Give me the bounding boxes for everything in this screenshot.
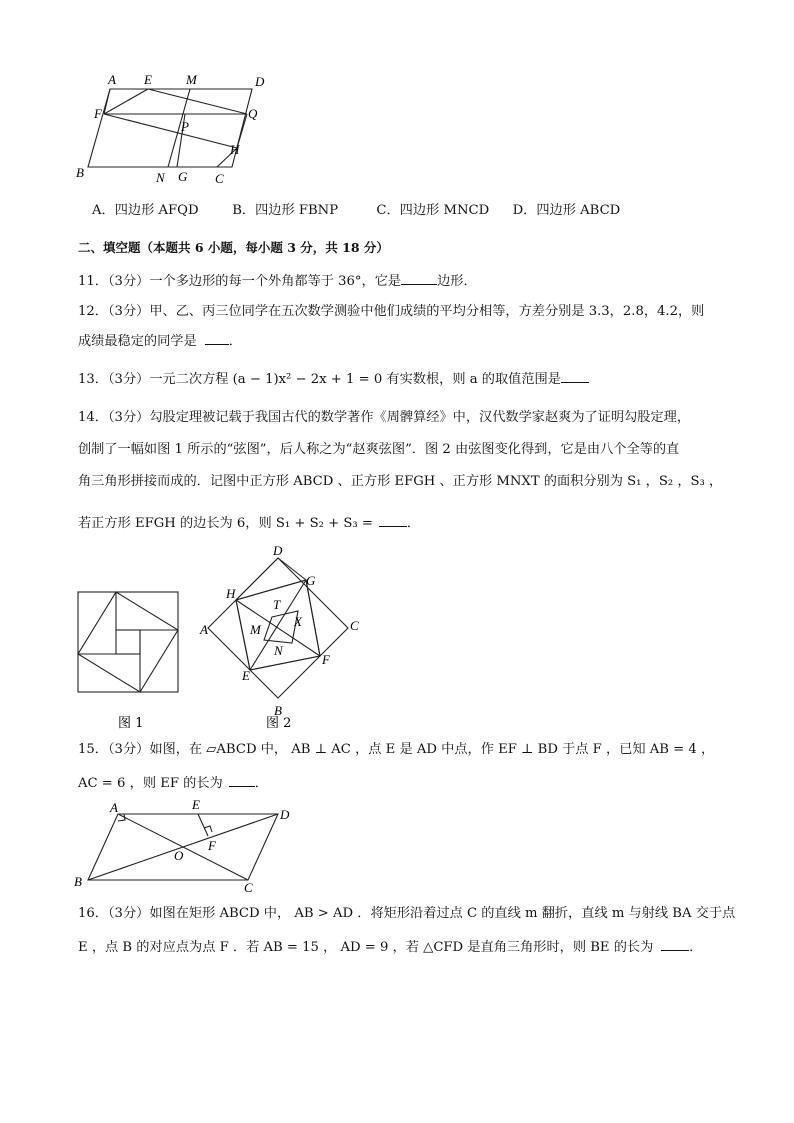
label-C: C	[244, 880, 253, 894]
q15-text-b: ．	[254, 776, 268, 791]
label-F: F	[208, 838, 216, 853]
zhao-shuang-diagrams	[70, 540, 380, 730]
label-G: G	[306, 573, 316, 588]
label-M: M	[250, 622, 261, 637]
label-D: D	[255, 74, 265, 89]
label-E: E	[144, 72, 152, 87]
question-11	[78, 270, 477, 292]
label-B: B	[74, 874, 82, 889]
q16-blank	[661, 936, 689, 951]
label-T: T	[273, 597, 281, 612]
label-A: A	[110, 800, 118, 815]
label-F: F	[322, 652, 330, 667]
option-d: D．四边形 ABCD	[512, 203, 621, 218]
label-H: H	[230, 142, 240, 157]
question-12-line2	[78, 330, 242, 352]
q11-text-a: 11．（3分）一个多边形的每一个外角都等于 36°，它是	[78, 274, 402, 289]
q16-text-a: E ，点 B 的对应点为点 F ．若 AB = 15 ， AD = 9 ，若 △CFD 是直角三角形时，则 BE 的长为	[78, 940, 654, 955]
q12-text-a: 成绩最稳定的同学是	[78, 334, 197, 349]
label-Q: Q	[248, 106, 258, 121]
label-A: A	[200, 622, 208, 637]
figure-q14	[70, 540, 380, 730]
figure-q10	[72, 70, 282, 190]
q16-text-b: ．	[689, 940, 703, 955]
label-D: D	[280, 807, 290, 822]
label-E: E	[192, 798, 200, 812]
label-O: O	[174, 848, 184, 863]
q14-text-b: ．	[406, 516, 421, 531]
label-D: D	[273, 543, 283, 558]
q13-blank	[561, 368, 589, 383]
section-title: 二、填空题（本题共 6 小题，每小题 3 分，共 18 分）	[78, 240, 389, 255]
label-G: G	[178, 169, 188, 184]
figure-q15	[70, 798, 300, 894]
parallelogram-abcd-diagram	[70, 798, 300, 894]
q14-blank	[379, 512, 407, 527]
figure-2-diagram	[208, 558, 348, 698]
q12-blank	[205, 330, 229, 345]
question-16-line2	[78, 936, 702, 958]
label-P: P	[181, 119, 189, 134]
option-c: C．四边形 MNCD	[376, 203, 490, 218]
label-N: N	[156, 170, 165, 185]
answer-options	[92, 201, 620, 221]
question-15-line1: 15．（3分）如图，在 ▱ABCD 中， AB ⊥ AC ，点 E 是 AD 中点，作 EF ⊥ BD 于点 F ，已知 AB = 4 ，	[78, 742, 715, 757]
label-C: C	[215, 171, 224, 186]
label-F: F	[94, 106, 102, 121]
label-N: N	[274, 643, 283, 658]
q14-text-a: 若正方形 EFGH 的边长为 6，则 S₁ + S₂ + S₃ =	[78, 516, 373, 531]
question-14-line3: 角三角形拼接而成的．记图中正方形 ABCD 、正方形 EFGH 、正方形 MNXT 的面积分别为 S₁ ，S₂ ，S₃ ，	[78, 474, 723, 489]
label-H: H	[226, 586, 236, 601]
label-M: M	[186, 72, 197, 87]
question-14-line4	[78, 512, 420, 534]
label-E: E	[242, 668, 250, 683]
q13-text-a: 13．（3分）一元二次方程 (a − 1)x² − 2x + 1 = 0 有实数根，则 a 的取值范围是	[78, 372, 561, 387]
label-A: A	[108, 72, 116, 87]
q12-text-b: ．	[228, 334, 242, 349]
label-B: B	[274, 703, 282, 718]
question-14-line2: 创制了一幅如图 1 所示的“弦图”，后人称之为“赵爽弦图”．图 2 由弦图变化得到，它是由八个全等的直	[78, 442, 680, 457]
parallelogram-diagram	[72, 70, 282, 190]
label-X: X	[294, 614, 302, 629]
figure-2-caption: 图 2	[266, 716, 292, 730]
q15-blank	[229, 772, 255, 787]
figure-1-caption: 图 1	[118, 716, 144, 730]
question-14-line1: 14．（3分）勾股定理被记载于我国古代的数学著作《周髀算经》中，汉代数学家赵爽为了证明勾股定理，	[78, 410, 691, 425]
question-15-line2	[78, 772, 268, 794]
question-13	[78, 368, 589, 390]
option-a: A．四边形 AFQD	[92, 203, 199, 218]
figure-1-string-diagram	[78, 592, 178, 692]
label-B: B	[76, 165, 84, 180]
q11-text-b: 边形．	[437, 274, 477, 289]
q15-text-a: AC = 6 ，则 EF 的长为	[78, 776, 223, 791]
question-16-line1: 16．（3分）如图在矩形 ABCD 中， AB > AD ．将矩形沿着过点 C 的直线 m 翻折，直线 m 与射线 BA 交于点	[78, 906, 736, 921]
question-12-line1: 12．（3分）甲、乙、丙三位同学在五次数学测验中他们成绩的平均分相等，方差分别是 3.3，2.8，4.2，则	[78, 304, 705, 319]
q11-blank	[401, 270, 437, 285]
label-C: C	[350, 618, 359, 633]
option-b: B．四边形 FBNP	[232, 203, 339, 218]
